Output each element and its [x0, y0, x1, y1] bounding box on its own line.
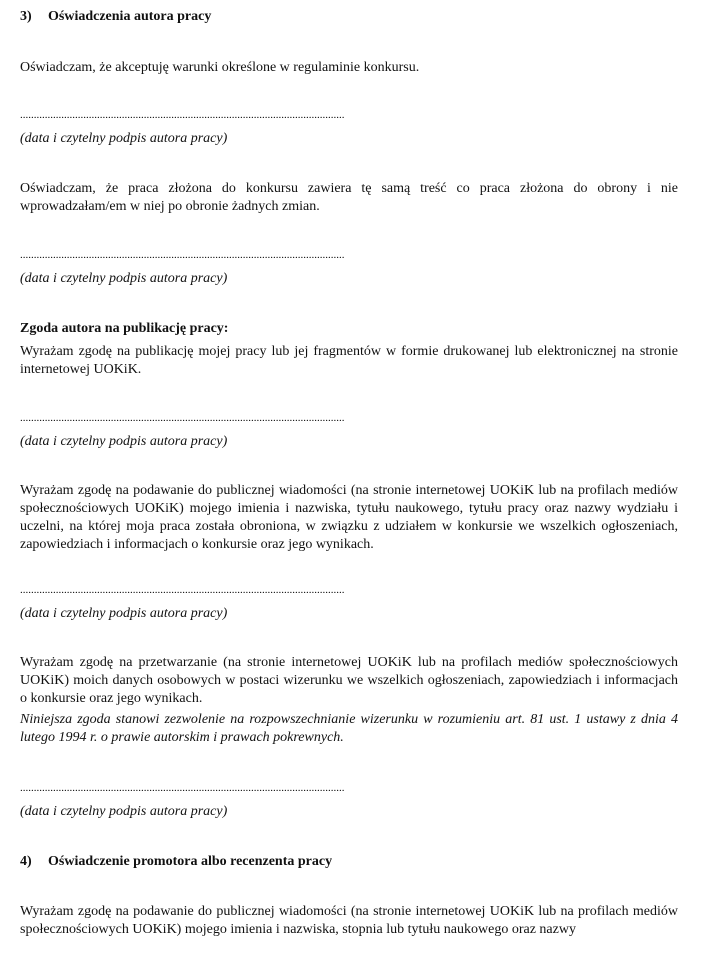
- supervisor-consent: Wyrażam zgodę na podawanie do publicznej wiadomości (na stronie internetowej UOKiK lub na profilach mediów społecznościowych UOKiK) mojego imienia i nazwiska, stopnia lub tytułu naukowego oraz nazwy: [20, 904, 678, 937]
- section-3-heading: [20, 8, 678, 26]
- section-3-number: 3): [20, 9, 32, 24]
- signature-line-2: ......................................................................................................................: [20, 249, 345, 261]
- section-4-heading: [20, 853, 678, 871]
- personal-data-consent: Wyrażam zgodę na podawanie do publicznej wiadomości (na stronie internetowej UOKiK lub na profilach mediów społecznościowych UOKiK) mojego imienia i nazwiska, tytułu naukowego, tytułu pracy oraz nazwy wydziału i uczelni, na której moja praca została obroniona, w związku z udziałem w konkursie we wszelkich ogłoszeniach, zapowiedziach i informacjach o konkursie oraz jego wynikach.: [20, 483, 678, 552]
- signature-line-3: ......................................................................................................................: [20, 412, 345, 424]
- signature-caption-4: (data i czytelny podpis autora pracy): [20, 606, 228, 621]
- section-3-title: Oświadczenia autora pracy: [48, 9, 212, 24]
- signature-line-4: ......................................................................................................................: [20, 584, 345, 596]
- section-4-title: Oświadczenie promotora albo recenzenta pracy: [48, 854, 333, 869]
- image-consent: Wyrażam zgodę na przetwarzanie (na stronie internetowej UOKiK lub na profilach mediów społecznościowych UOKiK) moich danych osobowych w postaci wizerunku we wszelkich ogłoszeniach, zapowiedziach i informacjach o konkursie oraz jego wynikach.: [20, 655, 678, 706]
- section-4-number: 4): [20, 854, 32, 869]
- signature-line-1: ......................................................................................................................: [20, 109, 345, 121]
- image-consent-note: Niniejsza zgoda stanowi zezwolenie na rozpowszechnianie wizerunku w rozumieniu art. 81 ust. 1 ustawy z dnia 4 lutego 1994 r. o prawie autorskim i prawach pokrewnych.: [20, 712, 678, 745]
- signature-caption-3: (data i czytelny podpis autora pracy): [20, 434, 228, 449]
- publication-consent: Wyrażam zgodę na publikację mojej pracy lub jej fragmentów w formie drukowanej lub elektronicznej na stronie internetowej UOKiK.: [20, 344, 678, 377]
- signature-caption-2: (data i czytelny podpis autora pracy): [20, 271, 228, 286]
- consent-heading: Zgoda autora na publikację pracy:: [20, 321, 229, 336]
- signature-caption-1: (data i czytelny podpis autora pracy): [20, 131, 228, 146]
- signature-line-5: ......................................................................................................................: [20, 782, 345, 794]
- content-statement: Oświadczam, że praca złożona do konkursu zawiera tę samą treść co praca złożona do obrony i nie wprowadzałam/em w niej po obronie żadnych zmian.: [20, 181, 678, 214]
- acceptance-statement: Oświadczam, że akceptuję warunki określone w regulaminie konkursu.: [20, 60, 420, 75]
- signature-caption-5: (data i czytelny podpis autora pracy): [20, 804, 228, 819]
